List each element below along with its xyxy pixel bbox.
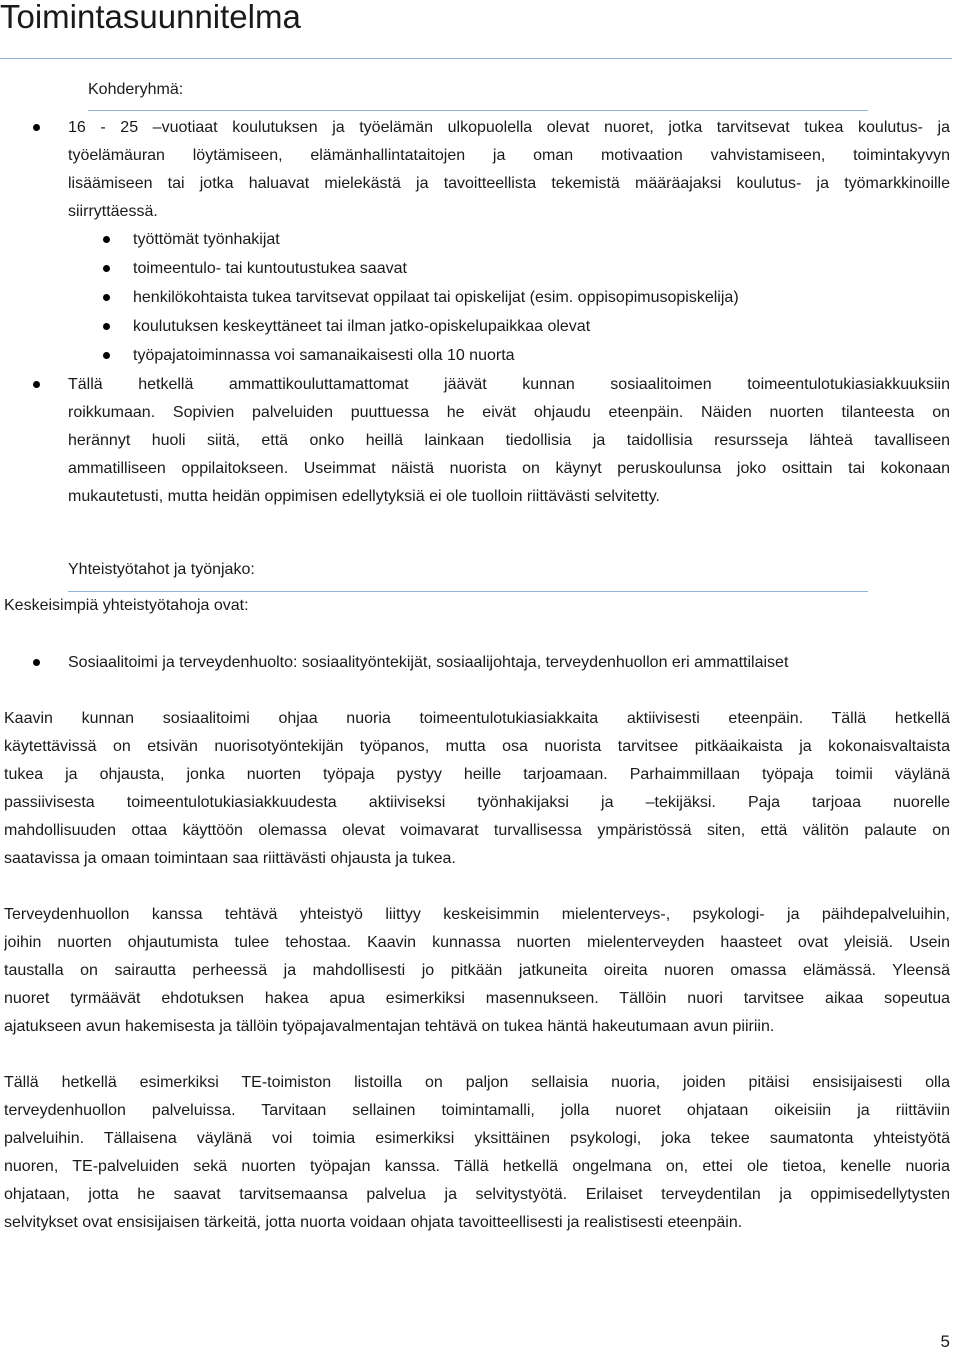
section-heading-underline — [68, 591, 868, 592]
text-line: lisäämiseen tai jotka haluavat mielekästä ja tavoitteellista tekemistä määräajaksi koulutus- ja työmarkkinoille — [68, 175, 950, 192]
sub-bullet-item: työttömät työnhakijat — [133, 231, 280, 248]
current-situation-bullet — [68, 371, 950, 511]
text-line: käytettävissä on etsivän nuorisotyöntekijän työpanos, mutta osa nuorista tarvitsee pitkäaikaista ja kokonaisvaltaista — [4, 738, 950, 755]
text-line: nuoren, TE-palveluiden sekä nuorten työpajan kanssa. Tällä hetkellä ongelmana on, ettei ole tietoa, kenelle nuoria — [4, 1158, 950, 1175]
text-line: passiivisesta toimeentulotukiasiakkuudesta aktiiviseksi työnhakijaksi ja –tekijäksi. Paja tarjoaa nuorelle — [4, 794, 950, 811]
bullet-icon — [33, 381, 40, 388]
paragraph — [4, 1069, 950, 1237]
section-heading-underline — [88, 110, 868, 111]
page-number: 5 — [940, 1332, 950, 1351]
text-line: työelämäuran löytämiseen, elämänhallintataitojen ja oman motivaation vahvistamiseen, toimintakyvyn — [68, 147, 950, 164]
page-title: Toimintasuunnitelma — [0, 0, 301, 35]
section-heading-kohderyhma: Kohderyhmä: — [88, 81, 184, 98]
bullet-icon — [103, 265, 110, 272]
text-line: taustalla on sairautta perheessä ja mahdollisesti jo pitkään jatkuneita oireita nuoren omassa elämässä. Yleensä — [4, 962, 950, 979]
text-line: tukea ja ohjausta, jonka nuorten työpaja pystyy heille tarjoamaan. Parhaimmillaan työpaja toimii väylänä — [4, 766, 950, 783]
text-line: terveydenhuollon palveluissa. Tarvitaan sellainen toimintamalli, jolla nuoret ohjataan oikeisiin ja riittäviin — [4, 1102, 950, 1119]
sub-bullet-item: työpajatoiminnassa voi samanaikaisesti olla 10 nuorta — [133, 347, 515, 364]
bullet-icon — [103, 323, 110, 330]
text-line: ammatilliseen oppilaitokseen. Useimmat näistä nuorista on käynyt peruskoulunsa joko osittain tai kokonaan — [68, 460, 950, 477]
text-line: Tällä hetkellä ammattikouluttamattomat jäävät kunnan sosiaalitoimen toimeentulotukiasiakkuuksiin — [68, 376, 950, 393]
text-line: ajatukseen avun hakemisesta ja tällöin työpajavalmentajan tehtävä on tukea häntä hakeutumaan avun piiriin. — [4, 1018, 775, 1035]
target-group-bullet — [68, 114, 950, 226]
text-line: herännyt huoli siitä, että onko heillä lainkaan tiedollisia ja taidollisia resursseja lähteä tavalliseen — [68, 432, 950, 449]
text-line: mukautetusti, mutta heidän oppimisen edellytyksiä ei ole tuolloin riittävästi selvitetty. — [68, 488, 660, 505]
text-line: 16 - 25 –vuotiaat koulutuksen ja työelämän ulkopuolella olevat nuoret, jotka tarvitsevat tukea koulutus- ja — [68, 119, 950, 136]
sub-bullet-item: koulutuksen keskeyttäneet tai ilman jatko-opiskelupaikkaa olevat — [133, 318, 591, 335]
bullet-icon — [33, 124, 40, 131]
paragraph — [4, 901, 950, 1041]
text-line: roikkumaan. Sopivien palveluiden puuttuessa he eivät ohjaudu eteenpäin. Näiden nuorten tilanteesta on — [68, 404, 950, 421]
sub-bullet-item: toimeentulo- tai kuntoutustukea saavat — [133, 260, 407, 277]
bullet-icon — [103, 352, 110, 359]
bullet-icon — [103, 236, 110, 243]
text-line: palveluihin. Tällaisena väylänä voi toimia esimerkiksi yksittäinen psykologi, joka tekee saumatonta yhteistyötä — [4, 1130, 950, 1147]
text-line: selvitykset ovat ensisijaisen tärkeitä, jotta nuorta voidaan ohjata tavoitteellisesti ja realistisesti eteenpäin. — [4, 1214, 743, 1231]
text-line: siirryttäessä. — [68, 203, 158, 220]
text-line: ohjataan, jotta he saavat tarvitsemaansa palvelua ja selvitystyötä. Erilaiset terveydentilan ja oppimisedellytysten — [4, 1186, 950, 1203]
text-line: Terveydenhuollon kanssa tehtävä yhteistyö liittyy keskeisimmin mielenterveys-, psykologi- ja päihdepalveluihin, — [4, 906, 950, 923]
text-line: nuoret tyrmäävät ehdotuksen hakea apua esimerkiksi masennukseen. Tällöin nuori tarvitsee aikaa sopeutua — [4, 990, 950, 1007]
text-line: saatavissa ja omaan toimintaan saa riittävästi ohjausta ja tukea. — [4, 850, 456, 867]
text-line: mahdollisuuden ottaa käyttöön olemassa olevat voimavarat turvallisessa ympäristössä siten, että välitön palaute on — [4, 822, 950, 839]
text-line: Tällä hetkellä esimerkiksi TE-toimiston listoilla on paljon sellaisia nuoria, joiden pitäisi ensisijaisesti olla — [4, 1074, 950, 1091]
sub-bullet-item: henkilökohtaista tukea tarvitsevat oppilaat tai opiskelijat (esim. oppisopimusopiskelija) — [133, 289, 739, 306]
text-line: Kaavin kunnan sosiaalitoimi ohjaa nuoria toimeentulotukiasiakkaita aktiivisesti eteenpäin. Tällä hetkellä — [4, 710, 950, 727]
title-divider — [0, 58, 952, 59]
bullet-icon — [103, 294, 110, 301]
partner-bullet: Sosiaalitoimi ja terveydenhuolto: sosiaalityöntekijät, sosiaalijohtaja, terveydenhuollon eri ammattilaiset — [68, 654, 789, 671]
bullet-icon — [33, 659, 40, 666]
paragraph — [4, 705, 950, 873]
sub-heading: Keskeisimpiä yhteistyötahoja ovat: — [4, 597, 249, 614]
section-heading-yhteistyo: Yhteistyötahot ja työnjako: — [68, 561, 255, 578]
text-line: joihin nuorten ohjautumista tulee tehostaa. Kaavin kunnassa nuorten mielenterveyden haasteet ovat yleisiä. Usein — [4, 934, 950, 951]
